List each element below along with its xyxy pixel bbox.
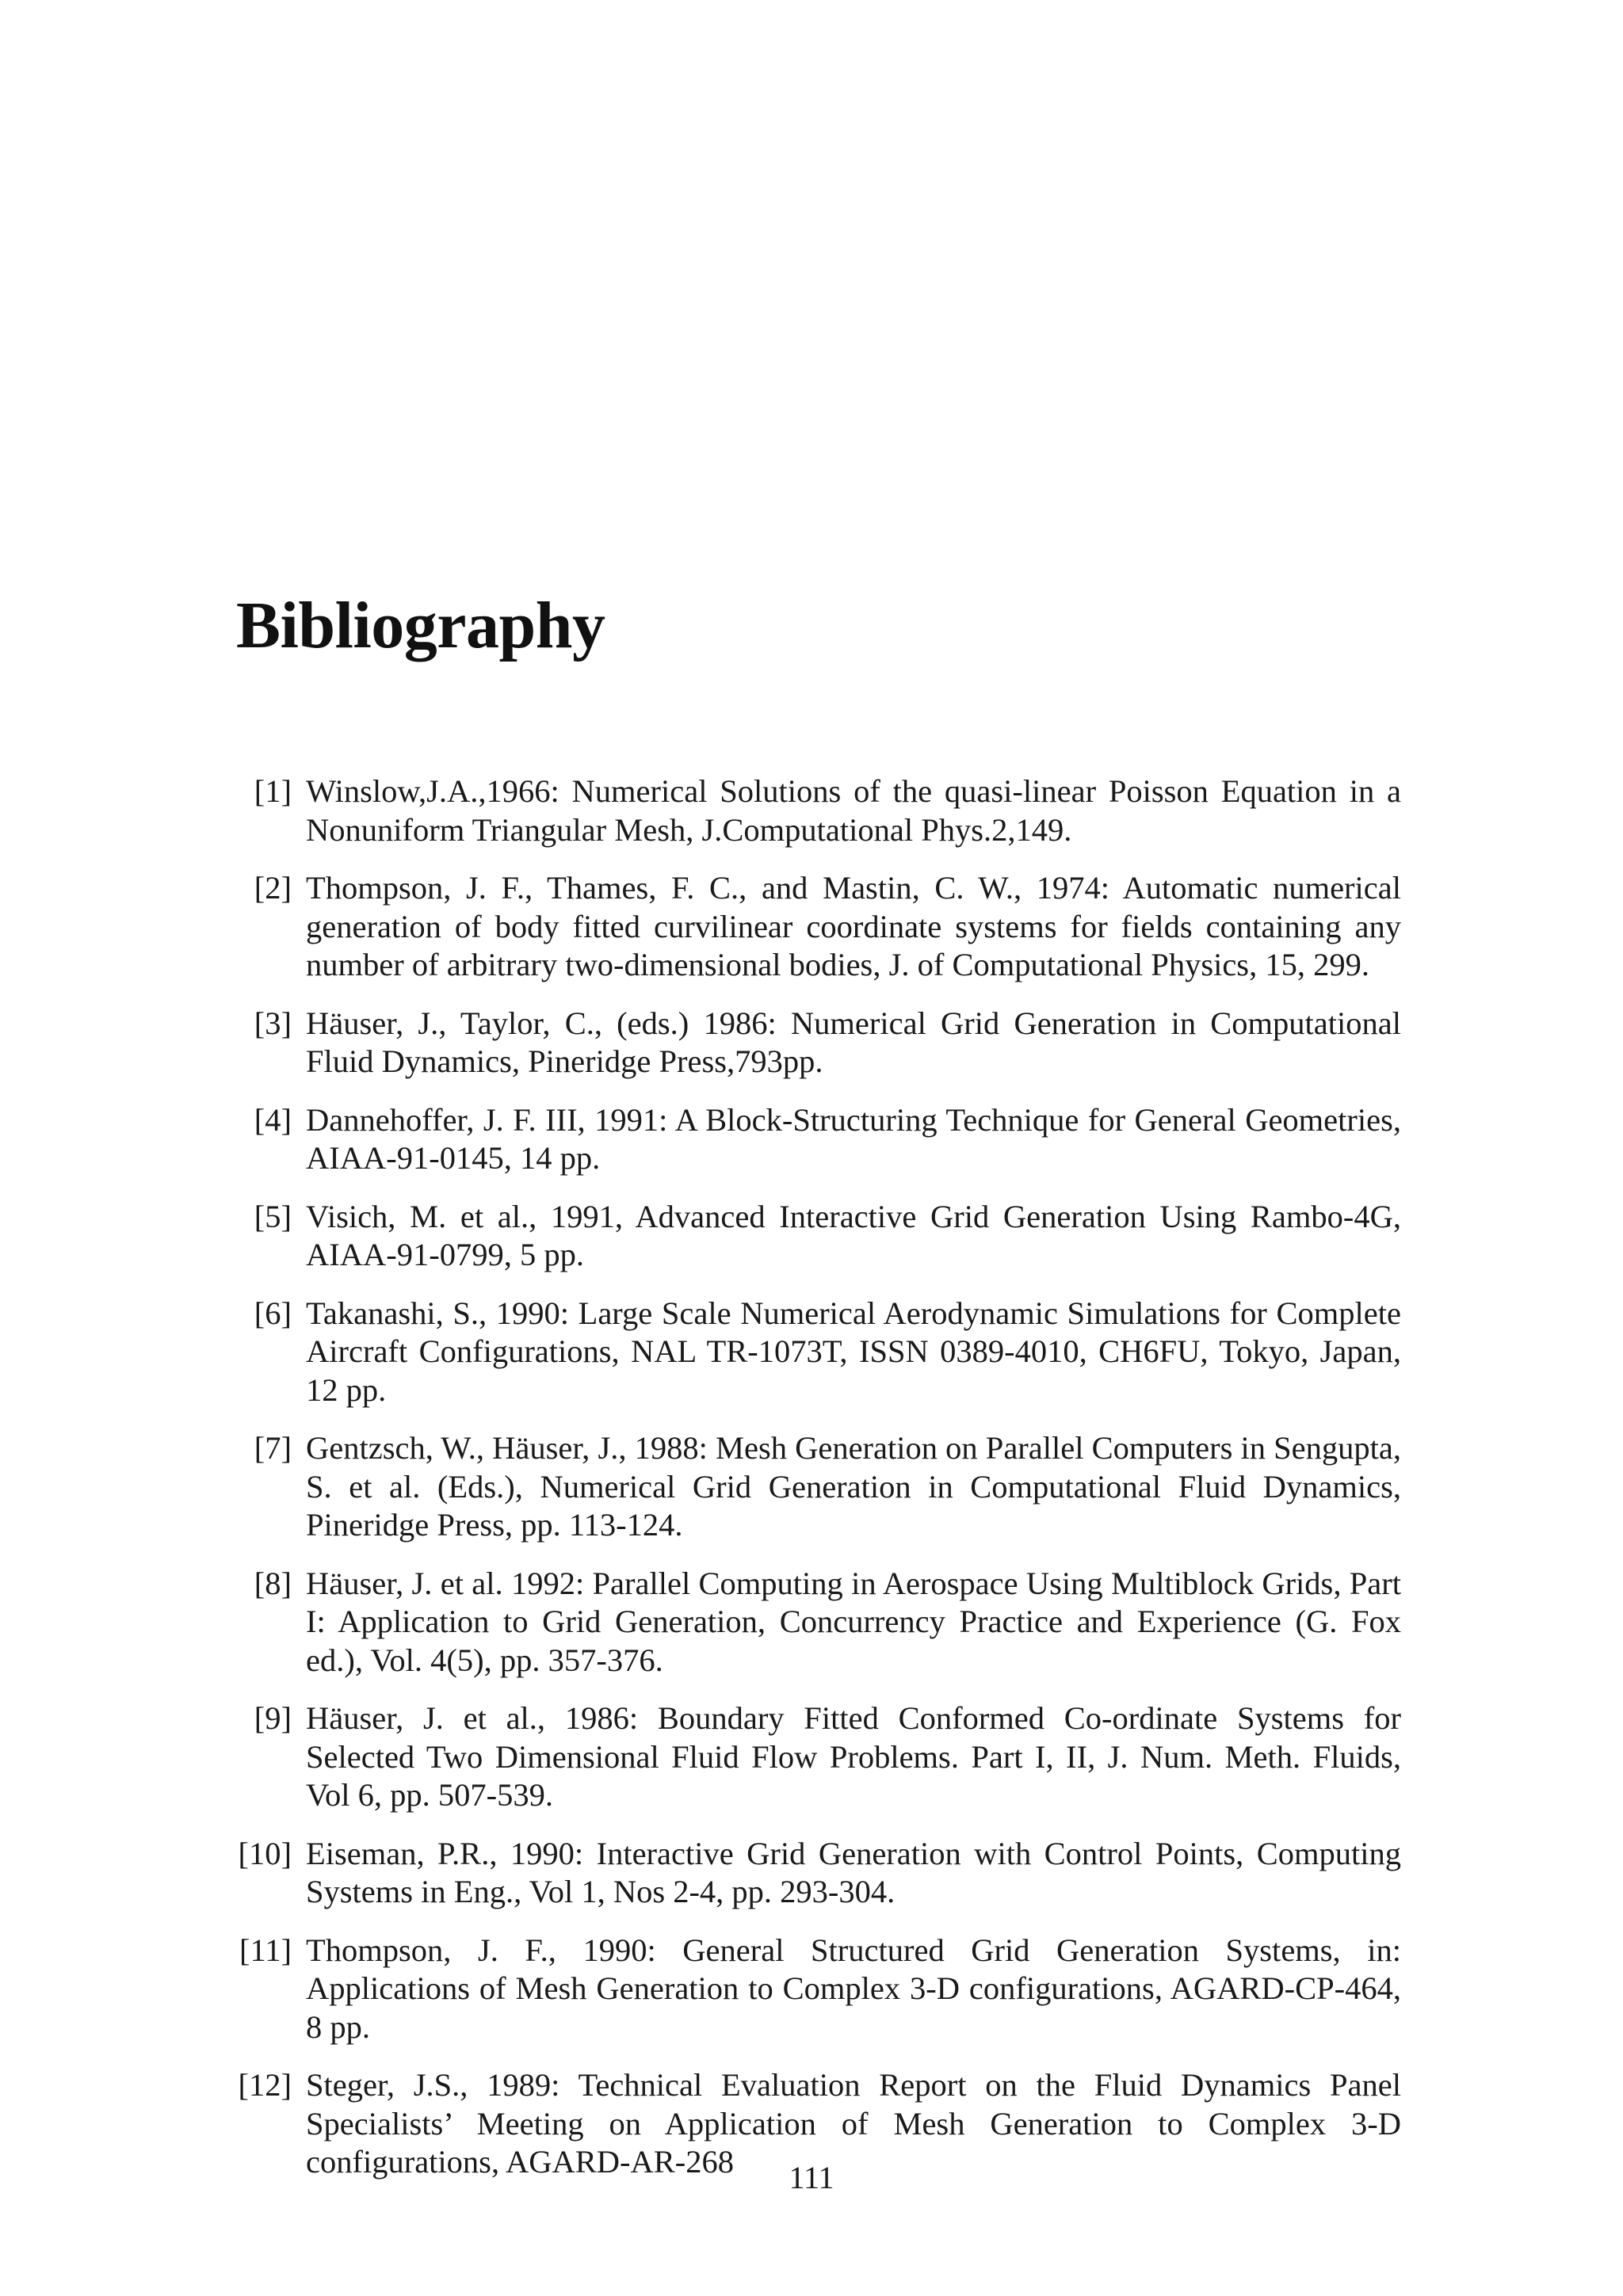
reference-text: Visich, M. et al., 1991, Advanced Interactive Grid Generation Using Rambo-4G, AIAA-91-0799, 5 pp. [306,1198,1401,1272]
reference-number: [5] [254,1198,292,1234]
reference-entry [236,1198,1401,1275]
reference-entry [236,869,1401,985]
reference-entry [236,1005,1401,1081]
reference-entry [236,1932,1401,2047]
reference-text: Takanashi, S., 1990: Large Scale Numerical Aerodynamic Simulations for Complete Aircraft Configurations, NAL TR-1073T, ISSN 0389-4010, CH6FU, Tokyo, Japan, 12 pp. [306,1295,1401,1408]
reference-entry [236,1699,1401,1815]
page-title: Bibliography [236,589,605,662]
reference-number: [6] [254,1295,292,1331]
reference-number: [4] [254,1101,292,1138]
reference-text: Thompson, J. F., 1990: General Structured Grid Generation Systems, in: Applications of Mesh Generation to Complex 3-D configurations, AGARD-CP-464, 8 pp. [306,1932,1401,2045]
reference-number: [1] [254,773,292,809]
reference-entry [236,1835,1401,1912]
reference-text: Häuser, J., Taylor, C., (eds.) 1986: Numerical Grid Generation in Computational Fluid Dynamics, Pineridge Press,793pp. [306,1005,1401,1079]
reference-entry [236,1429,1401,1545]
reference-text: Thompson, J. F., Thames, F. C., and Mastin, C. W., 1974: Automatic numerical generation of body fitted curvilinear coordinate systems for fields containing any number of arbitrary two-dimensional bodies, J. of Computational Physics, 15, 299. [306,870,1401,982]
reference-entry [236,1295,1401,1410]
page-number: 111 [789,2160,834,2195]
reference-number: [9] [254,1700,292,1736]
reference-text: Eiseman, P.R., 1990: Interactive Grid Generation with Control Points, Computing Systems in Eng., Vol 1, Nos 2-4, pp. 293-304. [306,1835,1401,1909]
reference-entry [236,1101,1401,1178]
reference-entry [236,1565,1401,1680]
reference-text: Dannehoffer, J. F. III, 1991: A Block-Structuring Technique for General Geometries, AIAA-91-0145, 14 pp. [306,1101,1401,1176]
reference-number: [8] [254,1565,292,1601]
reference-number: [11] [239,1932,292,1968]
reference-number: [7] [254,1430,292,1466]
reference-number: [2] [254,870,292,906]
reference-text: Winslow,J.A.,1966: Numerical Solutions of the quasi-linear Poisson Equation in a Nonuniform Triangular Mesh, J.Computational Phys.2,149. [306,773,1401,848]
reference-number: [10] [238,1835,292,1871]
reference-list [236,772,1401,2202]
reference-text: Häuser, J. et al. 1992: Parallel Computing in Aerospace Using Multiblock Grids, Part I: Application to Grid Generation, Concurrency Practice and Experience (G. Fox ed.), Vol. 4(5), pp. 357-376. [306,1565,1401,1678]
reference-entry [236,772,1401,849]
reference-text: Gentzsch, W., Häuser, J., 1988: Mesh Generation on Parallel Computers in Sengupta, S. et al. (Eds.), Numerical Grid Generation in Computational Fluid Dynamics, Pineridge Press, pp. 113-124. [306,1430,1401,1543]
reference-text: Häuser, J. et al., 1986: Boundary Fitted Conformed Co-ordinate Systems for Selected Two Dimensional Fluid Flow Problems. Part I, II, J. Num. Meth. Fluids, Vol 6, pp. 507-539. [306,1700,1401,1813]
reference-number: [3] [254,1005,292,1041]
reference-text: Steger, J.S., 1989: Technical Evaluation Report on the Fluid Dynamics Panel Specialists’ Meeting on Application of Mesh Generation to Complex 3-D configurations, AGARD-AR-268 [306,2067,1401,2180]
reference-number: [12] [238,2067,292,2103]
